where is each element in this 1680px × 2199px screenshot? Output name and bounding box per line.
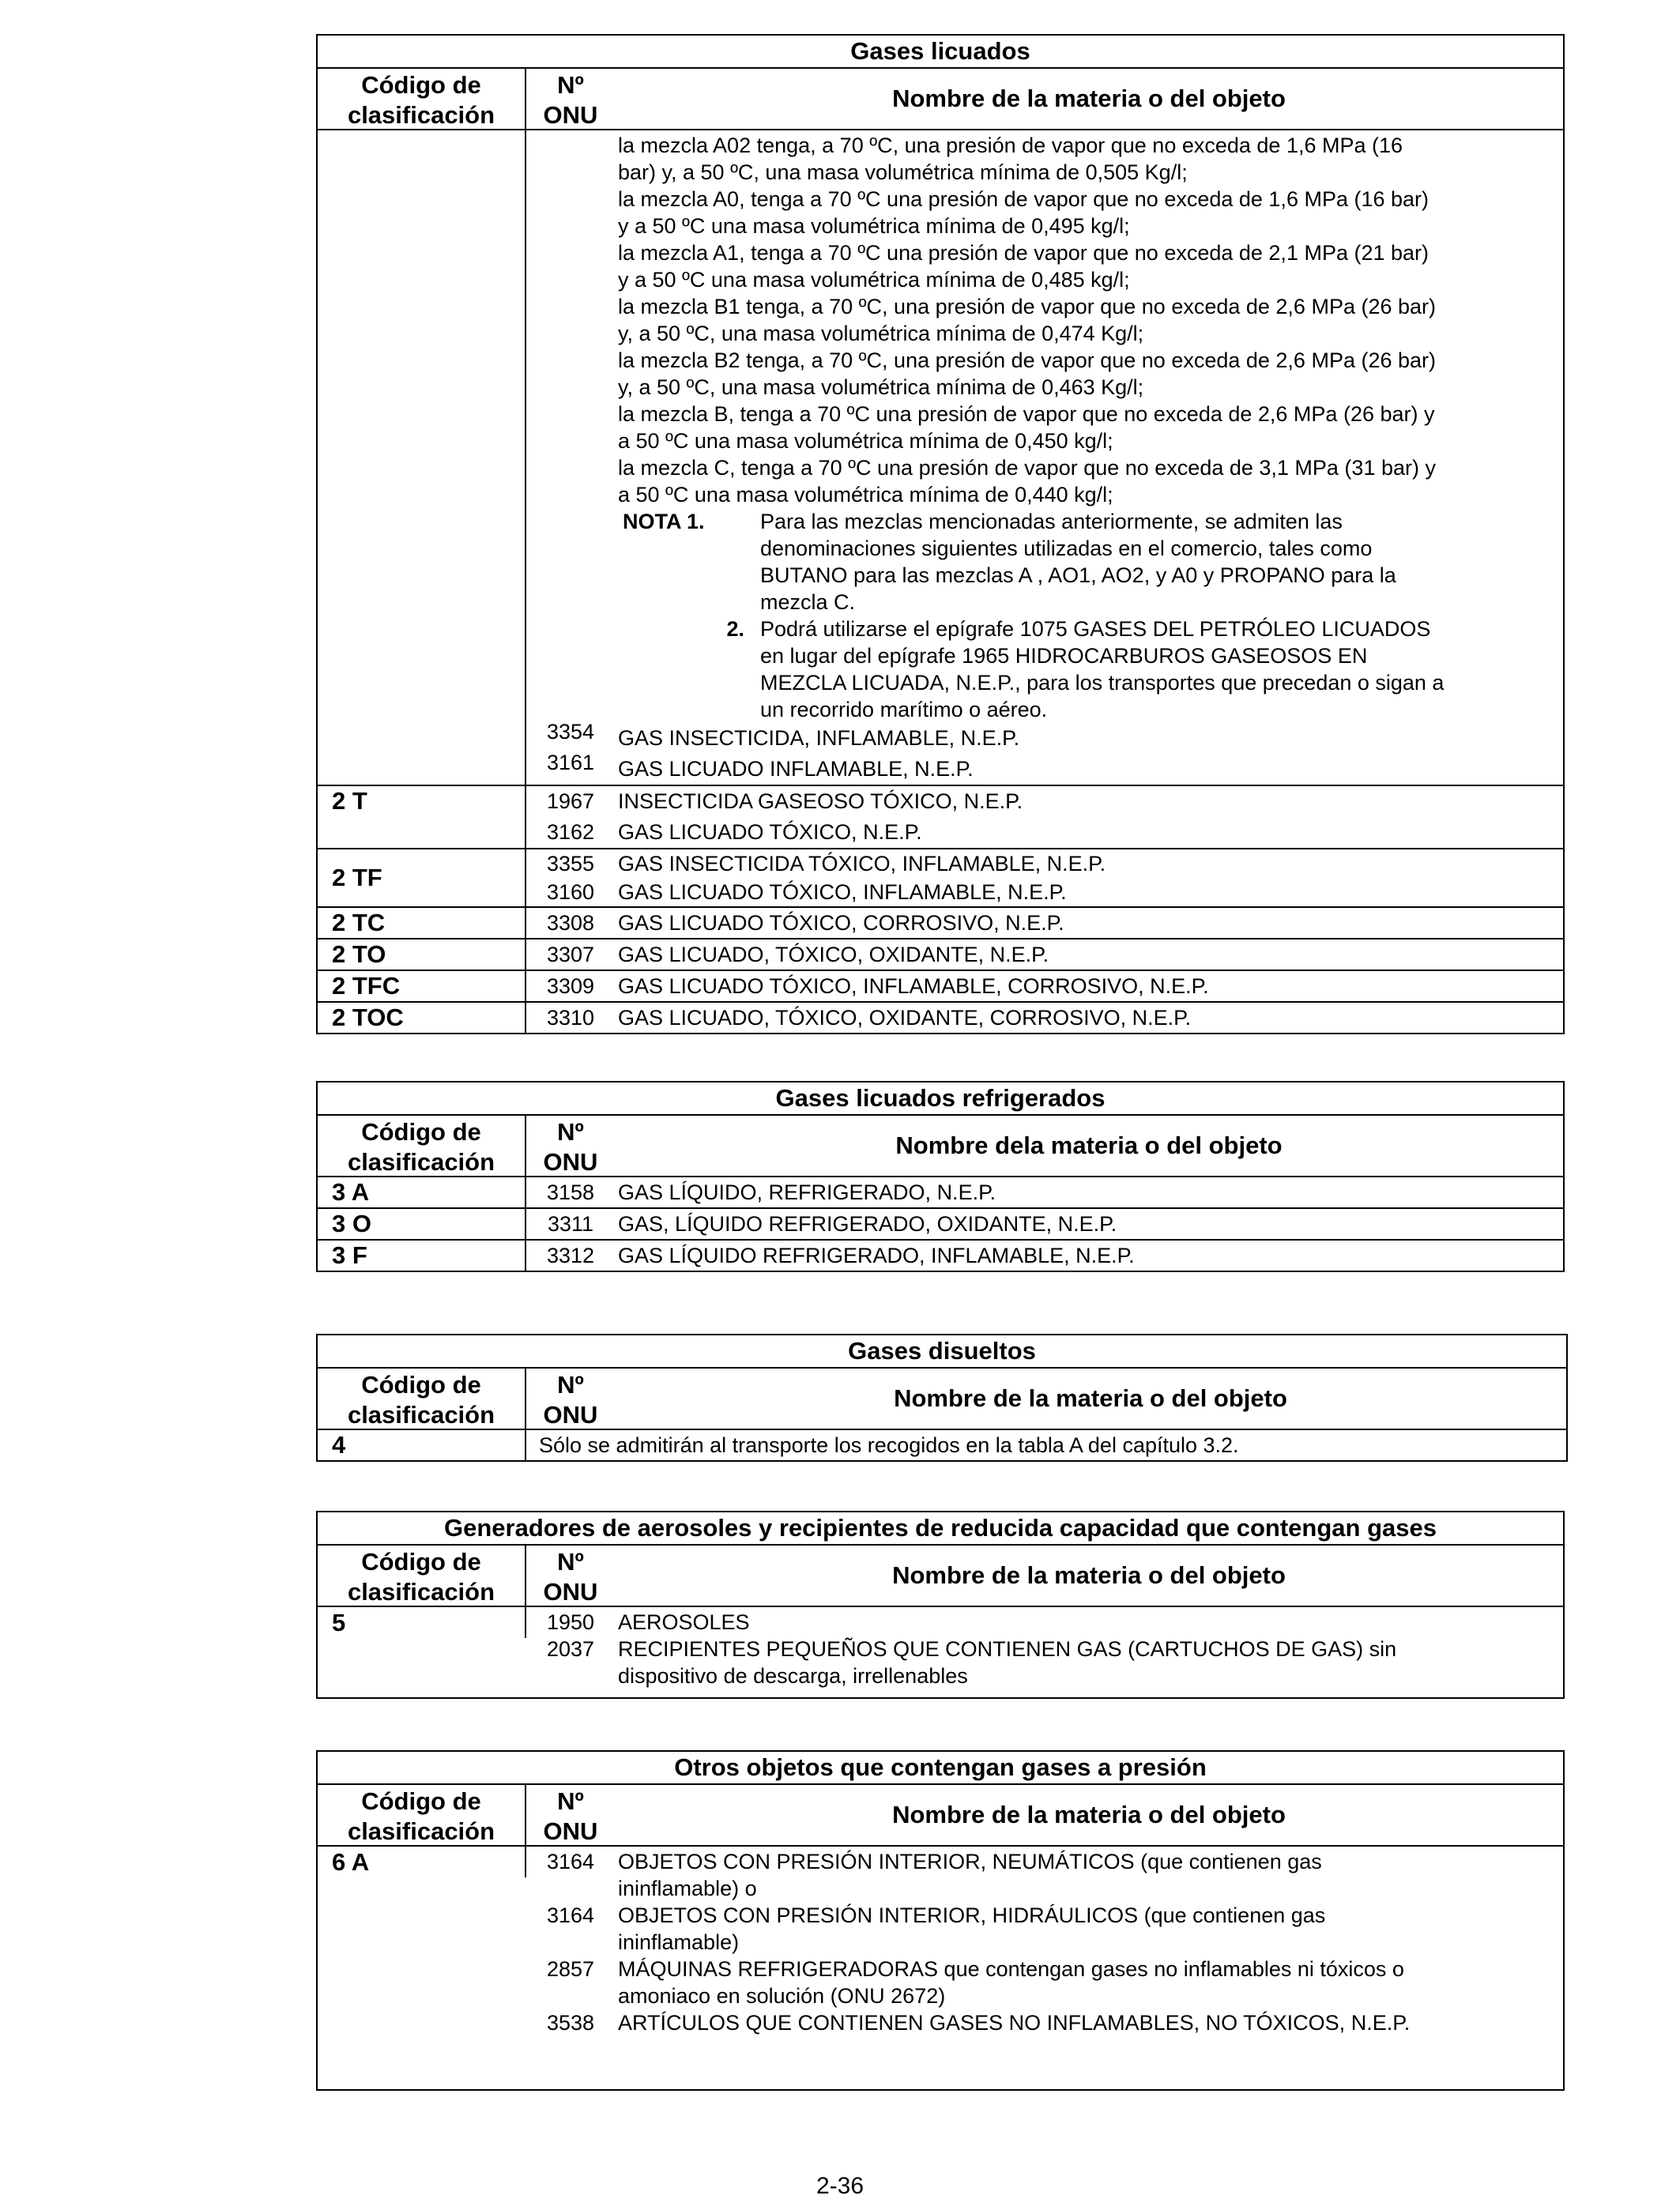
onu-number: 3310	[546, 1006, 595, 1030]
header-name: Nombre de la materia o del objeto	[894, 1384, 1287, 1412]
cell-code: 4	[318, 1430, 526, 1460]
entry-name: GAS LICUADO INFLAMABLE, N.E.P.	[618, 757, 974, 781]
header-code	[318, 1369, 526, 1429]
table-row	[318, 1177, 1563, 1209]
table-row	[318, 1241, 1563, 1271]
table-row-continuation	[318, 130, 1563, 786]
cell-name	[615, 1003, 1563, 1033]
continuation-line: la mezcla C, tenga a 70 ºC una presión de vapor que no exceda de 3,1 MPa (31 bar) y	[618, 456, 1436, 480]
cell-code: 3 O	[318, 1209, 526, 1239]
table-row	[318, 908, 1563, 939]
cell-name	[615, 908, 1563, 938]
continuation-line: la mezcla A02 tenga, a 70 ºC, una presión de vapor que no exceda de 1,6 MPa (16	[618, 134, 1403, 157]
header-code-line1: Código de	[361, 1548, 481, 1576]
table-row	[318, 971, 1563, 1003]
cell-onu-list	[526, 130, 615, 785]
continuation-line: la mezcla B, tenga a 70 ºC una presión de vapor que no exceda de 2,6 MPa (26 bar) y	[618, 402, 1435, 426]
table-row	[318, 939, 1563, 971]
header-name: Nombre de la materia o del objeto	[892, 85, 1286, 112]
header-onu-line1: Nº	[557, 1548, 584, 1576]
note-line: denominaciones siguientes utilizadas en el comercio, tales como	[760, 537, 1373, 560]
entry-name-line: ARTÍCULOS QUE CONTIENEN GASES NO INFLAMABLES, NO TÓXICOS, N.E.P.	[618, 2011, 1411, 2035]
entry-name: GAS, LÍQUIDO REFRIGERADO, OXIDANTE, N.E.P.	[618, 1212, 1117, 1236]
entry-name: GAS LICUADO, TÓXICO, OXIDANTE, CORROSIVO, N.E.P.	[618, 1006, 1192, 1030]
onu-number: 3158	[546, 1180, 595, 1204]
note-1-label: NOTA 1.	[623, 510, 705, 533]
onu-number: 3355	[546, 852, 595, 875]
entry-name: GAS INSECTICIDA TÓXICO, INFLAMABLE, N.E.P.	[618, 852, 1106, 875]
note-2	[618, 616, 1549, 723]
header-name: Nombre de la materia o del objeto	[892, 1801, 1286, 1828]
entry-name	[615, 1848, 1563, 1902]
cell-name-list	[615, 130, 1563, 785]
cell-code: 3 A	[318, 1177, 526, 1207]
table-title: Gases disueltos	[318, 1335, 1566, 1369]
header-code-line1: Código de	[361, 71, 481, 99]
cell-onu	[526, 1003, 615, 1033]
onu-number: 3354	[546, 720, 595, 744]
list-item	[526, 1609, 1563, 1636]
continuation-line: y, a 50 ºC, una masa volumétrica mínima de 0,463 Kg/l;	[618, 375, 1144, 399]
table-gases-licuados	[316, 34, 1565, 1034]
table-title: Generadores de aerosoles y recipientes de reducida capacidad que contengan gases	[318, 1512, 1563, 1546]
table-row	[318, 1003, 1563, 1033]
table-header	[318, 1369, 1566, 1430]
header-code-line1: Código de	[361, 1118, 481, 1146]
entry-name-line: AEROSOLES	[618, 1610, 750, 1634]
table-row	[318, 1430, 1566, 1460]
entry-name: GAS LICUADO TÓXICO, N.E.P.	[618, 820, 922, 844]
continuation-line: y, a 50 ºC, una masa volumétrica mínima de 0,474 Kg/l;	[618, 322, 1144, 345]
cell-onu	[526, 849, 615, 906]
onu-number: 3162	[546, 820, 595, 844]
table-row	[318, 786, 1563, 849]
table-title: Gases licuados refrigerados	[318, 1083, 1563, 1116]
continuation-line: y a 50 ºC una masa volumétrica mínima de 0,495 kg/l;	[618, 214, 1130, 238]
cell-onu	[526, 908, 615, 938]
cell-code: 2 TFC	[318, 971, 526, 1001]
table-header	[318, 1785, 1563, 1847]
header-code-line1: Código de	[361, 1371, 481, 1399]
list-item	[526, 1848, 1563, 1902]
note-1	[618, 508, 1549, 616]
entry-name-line: OBJETOS CON PRESIÓN INTERIOR, NEUMÁTICOS (que contienen gas	[618, 1850, 1322, 1873]
list-item	[526, 1956, 1563, 2009]
header-code-line2: clasificación	[347, 1817, 495, 1845]
header-onu-line2: ONU	[543, 1817, 598, 1845]
table-rows	[318, 1177, 1563, 1271]
entry-name	[615, 1902, 1563, 1956]
entry-name-line: ininflamable) o	[618, 1877, 757, 1900]
table-header	[318, 69, 1563, 130]
onu-number: 3307	[546, 943, 595, 966]
note-line: mezcla C.	[760, 590, 856, 614]
header-onu	[526, 1546, 615, 1606]
onu-number: 3164	[546, 1903, 595, 1927]
page-number: 2-36	[816, 2173, 864, 2199]
header-name: Nombre de la materia o del objeto	[892, 1561, 1286, 1589]
header-onu-line2: ONU	[543, 1401, 598, 1429]
onu-number: 3308	[546, 911, 595, 935]
note-line: Podrá utilizarse el epígrafe 1075 GASES DEL PETRÓLEO LICUADOS	[760, 617, 1431, 641]
header-code	[318, 1785, 526, 1845]
cell-entries	[526, 1607, 1563, 1697]
cell-text: Sólo se admitirán al transporte los recogidos en la tabla A del capítulo 3.2.	[539, 1433, 1239, 1457]
header-code-line2: clasificación	[347, 1578, 495, 1606]
header-onu-line1: Nº	[557, 1118, 584, 1146]
table-gases-refrigerados	[316, 1081, 1565, 1272]
header-code-line2: clasificación	[347, 1401, 495, 1429]
cell-code: 6 A	[318, 1847, 526, 1877]
cell-code-empty	[318, 130, 526, 785]
onu-number: 3161	[546, 751, 595, 774]
cell-code: 2 TO	[318, 939, 526, 970]
onu-number: 3538	[546, 2011, 595, 2035]
continuation-line: la mezcla A0, tenga a 70 ºC una presión de vapor que no exceda de 1,6 MPa (16 bar)	[618, 187, 1430, 211]
note-line: un recorrido marítimo o aéreo.	[760, 698, 1048, 721]
continuation-line: bar) y, a 50 ºC, una masa volumétrica mínima de 0,505 Kg/l;	[618, 160, 1188, 184]
header-code	[318, 1546, 526, 1606]
entry-name	[615, 1609, 1563, 1636]
entry-name: GAS LÍQUIDO REFRIGERADO, INFLAMABLE, N.E.P.	[618, 1244, 1135, 1267]
header-onu	[526, 1785, 615, 1845]
table-gases-disueltos	[316, 1334, 1568, 1462]
cell-code: 2 TOC	[318, 1003, 526, 1033]
header-onu-line2: ONU	[543, 101, 598, 129]
list-item	[526, 2009, 1563, 2036]
entry-name: GAS LICUADO, TÓXICO, OXIDANTE, N.E.P.	[618, 943, 1049, 966]
cell-name	[615, 786, 1563, 848]
note-line: Para las mezclas mencionadas anteriormente, se admiten las	[760, 510, 1343, 533]
header-code-line2: clasificación	[347, 101, 495, 129]
entry-name-line: dispositivo de descarga, irrellenables	[618, 1664, 968, 1688]
onu-number: 3164	[546, 1850, 595, 1873]
header-onu-line1: Nº	[557, 1787, 584, 1815]
onu-number: 3312	[546, 1244, 595, 1267]
header-onu-line1: Nº	[557, 71, 584, 99]
table-title: Gases licuados	[318, 36, 1563, 69]
header-onu	[526, 1116, 615, 1176]
onu-number: 2037	[546, 1637, 595, 1661]
entry-name: GAS LICUADO TÓXICO, INFLAMABLE, CORROSIVO, N.E.P.	[618, 974, 1209, 998]
note-1-text	[760, 508, 1549, 616]
header-code-line2: clasificación	[347, 1148, 495, 1176]
table-row	[318, 1209, 1563, 1241]
table-title: Otros objetos que contengan gases a presión	[318, 1752, 1563, 1785]
header-onu-line1: Nº	[557, 1371, 584, 1399]
header-onu-line2: ONU	[543, 1148, 598, 1176]
entry-name: GAS LÍQUIDO, REFRIGERADO, N.E.P.	[618, 1180, 996, 1204]
header-code-line1: Código de	[361, 1787, 481, 1815]
onu-number: 3311	[547, 1212, 594, 1236]
continuation-line: a 50 ºC una masa volumétrica mínima de 0,450 kg/l;	[618, 429, 1113, 453]
entry-name: INSECTICIDA GASEOSO TÓXICO, N.E.P.	[618, 789, 1023, 813]
entry-name-line: ininflamable)	[618, 1930, 740, 1954]
table-header	[318, 1116, 1563, 1177]
note-line: MEZCLA LICUADA, N.E.P., para los transportes que precedan o sigan a	[760, 671, 1445, 695]
table-header	[318, 1546, 1563, 1607]
note-2-label: 2.	[726, 617, 744, 641]
cell-code: 2 T	[318, 786, 526, 848]
onu-number: 1967	[546, 789, 595, 813]
onu-number: 3309	[546, 974, 595, 998]
cell-name	[615, 849, 1563, 906]
list-item	[526, 1902, 1563, 1956]
cell-onu	[526, 786, 615, 848]
cell-name	[615, 939, 1563, 970]
entry-name-line: MÁQUINAS REFRIGERADORAS que contengan gases no inflamables ni tóxicos o	[618, 1957, 1404, 1981]
table-row	[318, 1607, 1563, 1697]
note-line: en lugar del epígrafe 1965 HIDROCARBUROS GASEOSOS EN	[760, 644, 1368, 668]
table-row	[318, 849, 1563, 908]
header-name: Nombre dela materia o del objeto	[895, 1132, 1283, 1159]
header-code	[318, 1116, 526, 1176]
entry-name-line: OBJETOS CON PRESIÓN INTERIOR, HIDRÁULICOS (que contienen gas	[618, 1903, 1326, 1927]
entry-name-line: RECIPIENTES PEQUEÑOS QUE CONTIENEN GAS (CARTUCHOS DE GAS) sin	[618, 1637, 1397, 1661]
list-item	[526, 1636, 1563, 1689]
entry-name	[615, 2009, 1563, 2036]
entry-name: GAS INSECTICIDA, INFLAMABLE, N.E.P.	[618, 726, 1020, 750]
cell-onu	[526, 971, 615, 1001]
cell-onu	[526, 939, 615, 970]
continuation-line: a 50 ºC una masa volumétrica mínima de 0,440 kg/l;	[618, 483, 1113, 506]
cell-entries	[526, 1847, 1563, 2089]
header-onu	[526, 1369, 615, 1429]
entry-name	[615, 1636, 1563, 1689]
cell-code: 2 TF	[318, 849, 526, 906]
continuation-line: y a 50 ºC una masa volumétrica mínima de 0,485 kg/l;	[618, 268, 1130, 292]
onu-number: 3160	[546, 880, 595, 904]
entry-name: GAS LICUADO TÓXICO, INFLAMABLE, N.E.P.	[618, 880, 1067, 904]
header-code	[318, 69, 526, 129]
header-onu	[526, 69, 615, 129]
table-aerosoles	[316, 1511, 1565, 1699]
continuation-line: la mezcla A1, tenga a 70 ºC una presión de vapor que no exceda de 2,1 MPa (21 bar)	[618, 241, 1430, 265]
table-row	[318, 1847, 1563, 2089]
entry-name	[615, 1956, 1563, 2009]
onu-number: 2857	[546, 1957, 595, 1981]
cell-code: 2 TC	[318, 908, 526, 938]
note-2-text	[760, 616, 1549, 723]
header-onu-line2: ONU	[543, 1578, 598, 1606]
entry-name-line: amoniaco en solución (ONU 2672)	[618, 1984, 946, 2008]
onu-number: 1950	[546, 1610, 595, 1634]
continuation-line: la mezcla B1 tenga, a 70 ºC, una presión de vapor que no exceda de 2,6 MPa (26 bar)	[618, 295, 1437, 318]
note-line: BUTANO para las mezclas A , AO1, AO2, y A0 y PROPANO para la	[760, 563, 1396, 587]
cell-name	[615, 971, 1563, 1001]
table-otros-objetos	[316, 1750, 1565, 2091]
entry-name: GAS LICUADO TÓXICO, CORROSIVO, N.E.P.	[618, 911, 1064, 935]
table-groups	[318, 786, 1563, 1033]
continuation-line: la mezcla B2 tenga, a 70 ºC, una presión de vapor que no exceda de 2,6 MPa (26 bar)	[618, 348, 1437, 372]
continuation-text	[618, 130, 1549, 508]
cell-code: 3 F	[318, 1241, 526, 1271]
cell-code: 5	[318, 1607, 526, 1638]
